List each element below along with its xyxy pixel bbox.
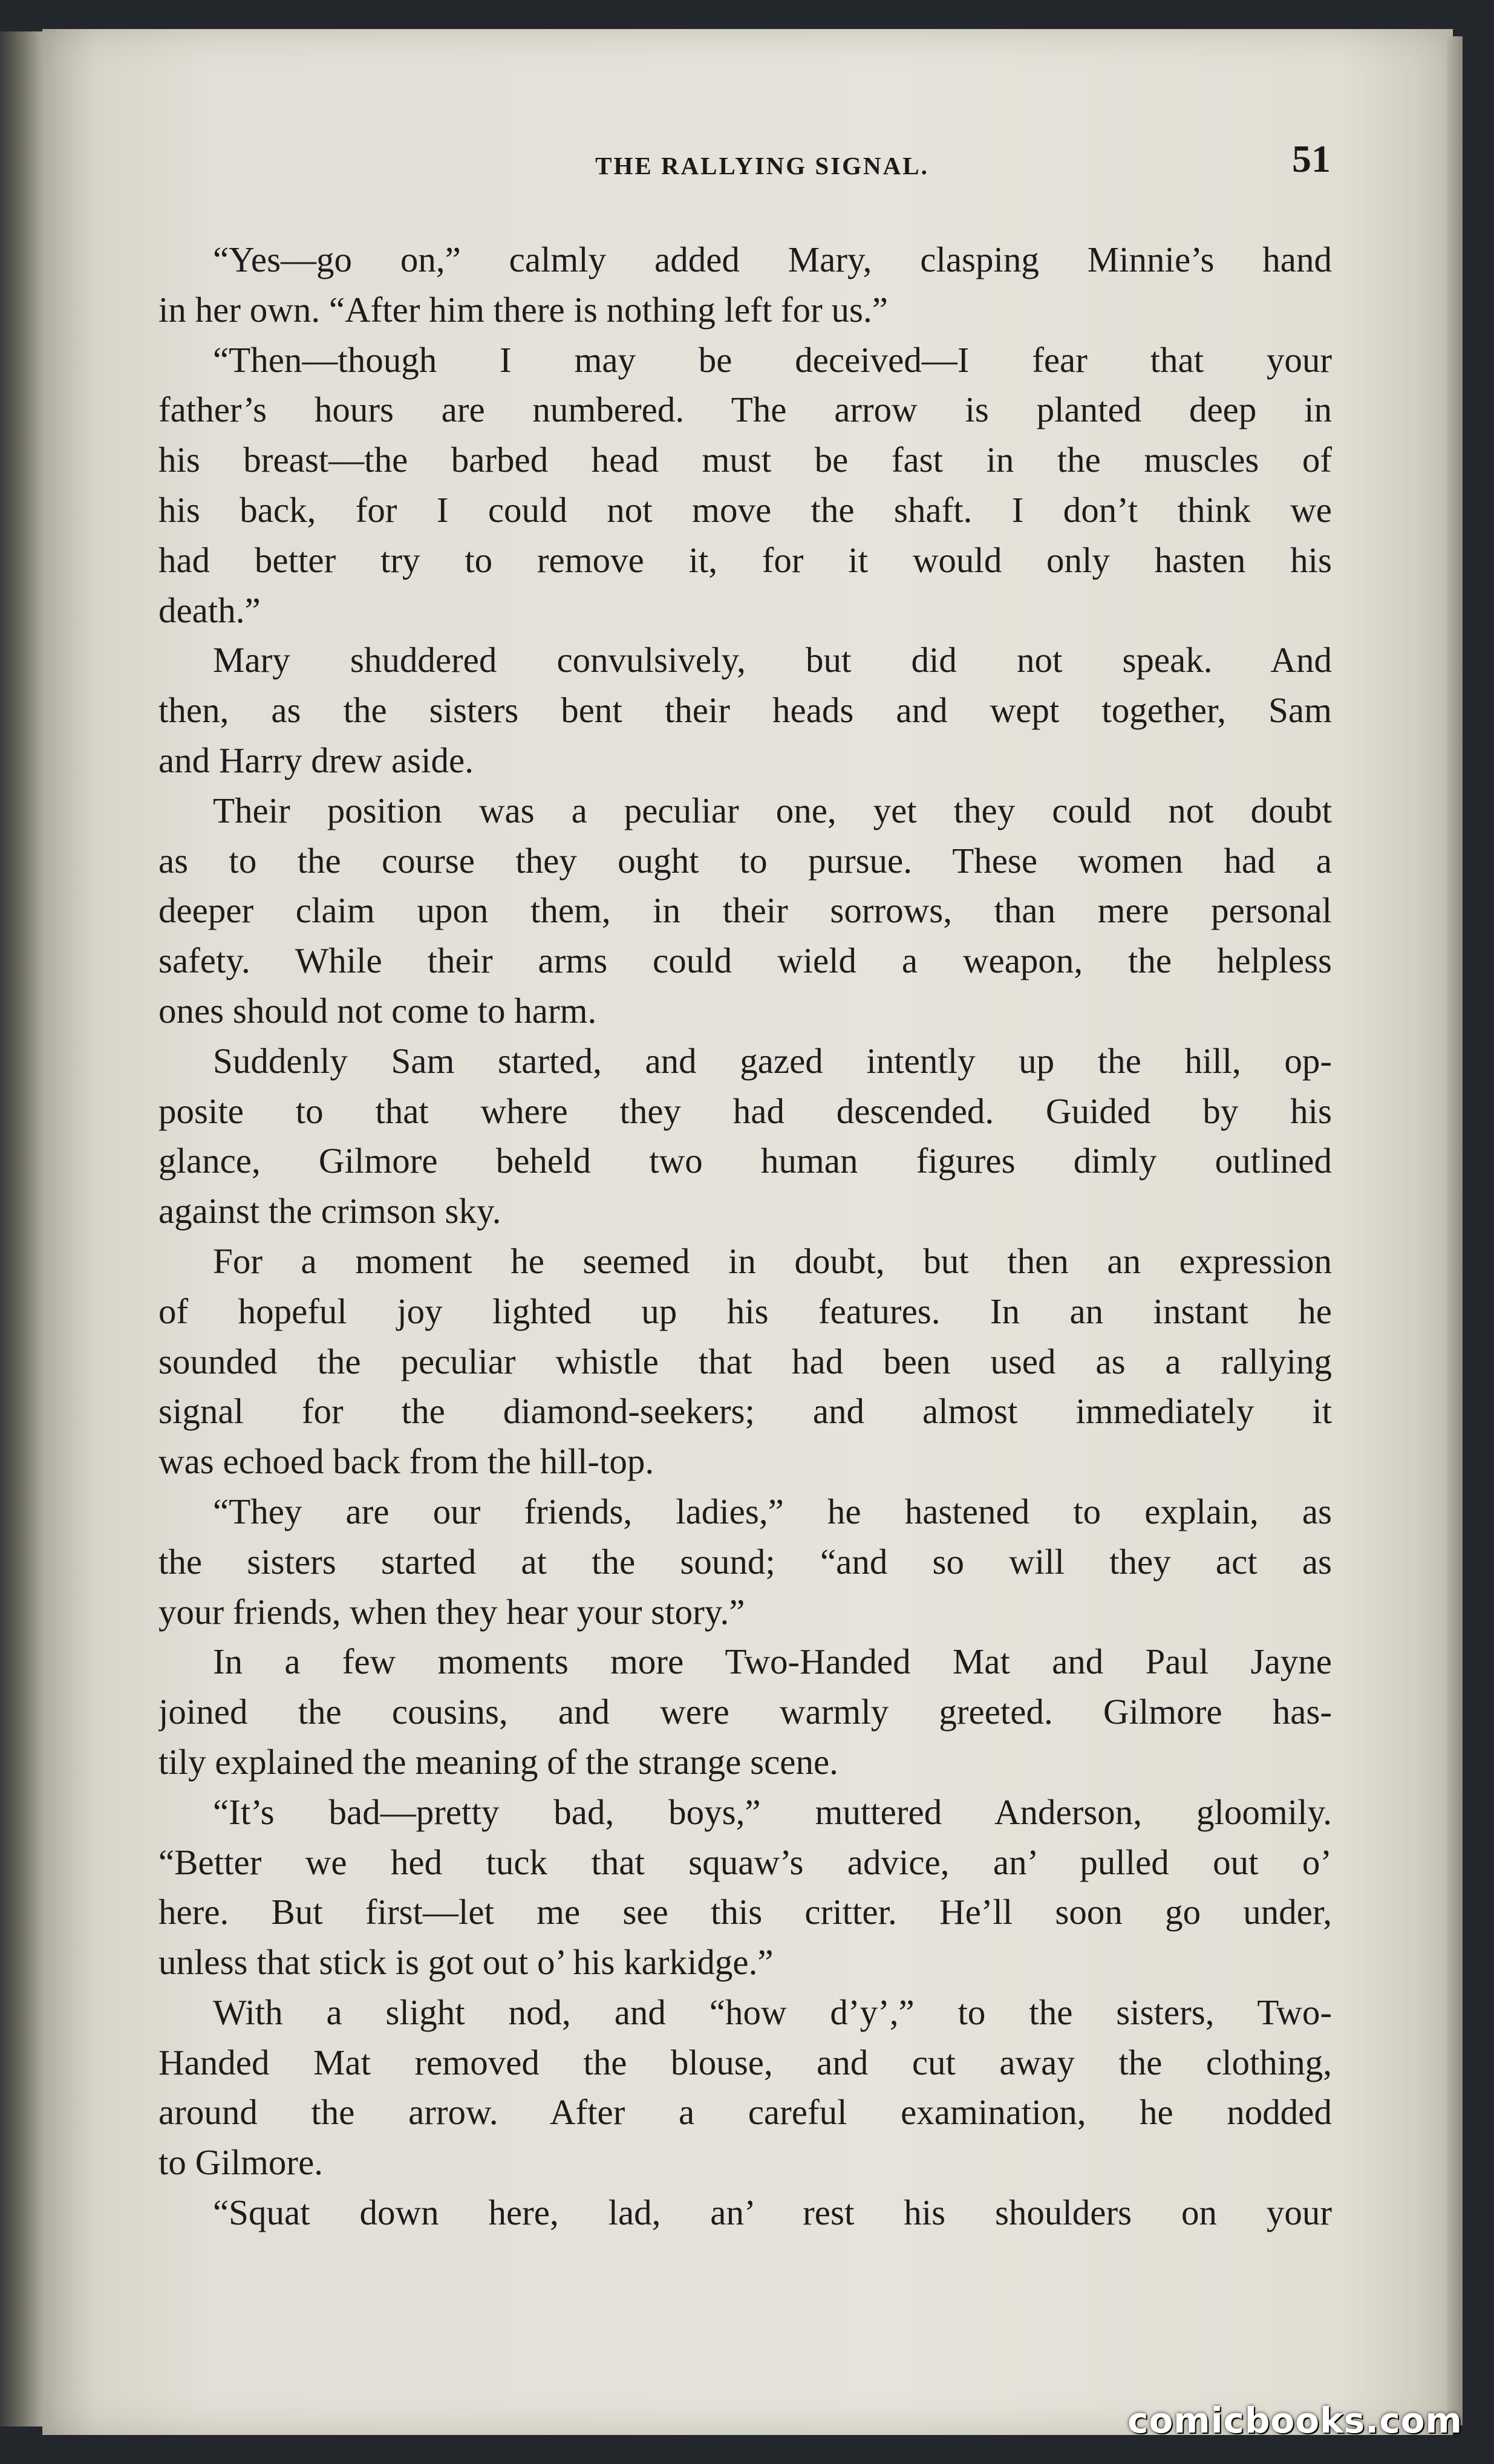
right-page-edge bbox=[1447, 36, 1463, 2425]
text-line: With a slight nod, and “how d’y’,” to the sisters, Two- bbox=[213, 1992, 1332, 2032]
page-number: 51 bbox=[1292, 137, 1331, 180]
text-line: safety. While their arms could wield a weapon, the helpless bbox=[158, 940, 1332, 981]
text-line: deeper claim upon them, in their sorrows, than mere personal bbox=[158, 890, 1332, 931]
text-line: joined the cousins, and were warmly greeted. Gilmore has- bbox=[158, 1692, 1332, 1732]
text-line: in her own. “After him there is nothing left for us.” bbox=[158, 289, 888, 330]
text-line: of hopeful joy lighted up his features. In an instant he bbox=[158, 1291, 1332, 1331]
text-line: “Squat down here, lad, an’ rest his shoulders on your bbox=[213, 2192, 1332, 2233]
text-line: against the crimson sky. bbox=[158, 1191, 501, 1231]
text-line: sounded the peculiar whistle that had been used as a rallying bbox=[158, 1341, 1332, 1381]
body-text bbox=[158, 235, 1332, 2238]
text-line: his back, for I could not move the shaft. I don’t think we bbox=[158, 489, 1332, 530]
text-line: Their position was a peculiar one, yet they could not doubt bbox=[213, 790, 1332, 830]
text-line: the sisters started at the sound; “and so will they act as bbox=[158, 1541, 1332, 1582]
text-line: For a moment he seemed in doubt, but then an expression bbox=[213, 1240, 1332, 1281]
text-line: signal for the diamond-seekers; and almost immediately it bbox=[158, 1391, 1332, 1432]
text-line: Handed Mat removed the blouse, and cut away the clothing, bbox=[158, 2042, 1332, 2082]
text-line: to Gilmore. bbox=[158, 2142, 324, 2183]
watermark: comicbooks.com bbox=[1127, 2400, 1463, 2441]
text-line: tily explained the meaning of the strange scene. bbox=[158, 1741, 838, 1782]
text-line: ones should not come to harm. bbox=[158, 990, 597, 1031]
text-line: then, as the sisters bent their heads and wept together, Sam bbox=[158, 690, 1332, 731]
text-line: his breast—the barbed head must be fast in the muscles of bbox=[158, 440, 1332, 480]
text-line: “They are our friends, ladies,” he hastened to explain, as bbox=[213, 1491, 1332, 1531]
text-line: “Yes—go on,” calmly added Mary, clasping Minnie’s hand bbox=[213, 240, 1332, 279]
text-line: around the arrow. After a careful examination, he nodded bbox=[158, 2092, 1332, 2133]
text-line: and Harry drew aside. bbox=[158, 740, 474, 780]
text-line: father’s hours are numbered. The arrow is planted deep in bbox=[158, 389, 1332, 430]
text-line: posite to that where they had descended. Guided by his bbox=[158, 1090, 1332, 1131]
text-line: had better try to remove it, for it would only hasten his bbox=[158, 539, 1332, 580]
text-line: unless that stick is got out o’ his karkidge.” bbox=[158, 1942, 774, 1983]
text-line: Suddenly Sam started, and gazed intently up the hill, op- bbox=[213, 1040, 1332, 1081]
text-line: glance, Gilmore beheld two human figures dimly outlined bbox=[158, 1141, 1332, 1181]
text-line: your friends, when they hear your story.” bbox=[158, 1591, 745, 1632]
text-line: “Better we hed tuck that squaw’s advice, an’ pulled out o’ bbox=[158, 1842, 1332, 1882]
text-line: was echoed back from the hill-top. bbox=[158, 1441, 654, 1482]
text-line: “It’s bad—pretty bad, boys,” muttered Anderson, gloomily. bbox=[213, 1791, 1332, 1832]
text-line: Mary shuddered convulsively, but did not speak. And bbox=[213, 640, 1332, 680]
text-line: death.” bbox=[158, 590, 261, 630]
text-line: as to the course they ought to pursue. These women had a bbox=[158, 840, 1332, 881]
text-line: “Then—though I may be deceived—I fear that your bbox=[213, 339, 1332, 380]
text-line: here. But first—let me see this critter. He’ll soon go under, bbox=[158, 1892, 1332, 1932]
running-head: THE RALLYING SIGNAL. bbox=[595, 152, 929, 180]
text-line: In a few moments more Two-Handed Mat and Paul Jayne bbox=[213, 1641, 1332, 1682]
